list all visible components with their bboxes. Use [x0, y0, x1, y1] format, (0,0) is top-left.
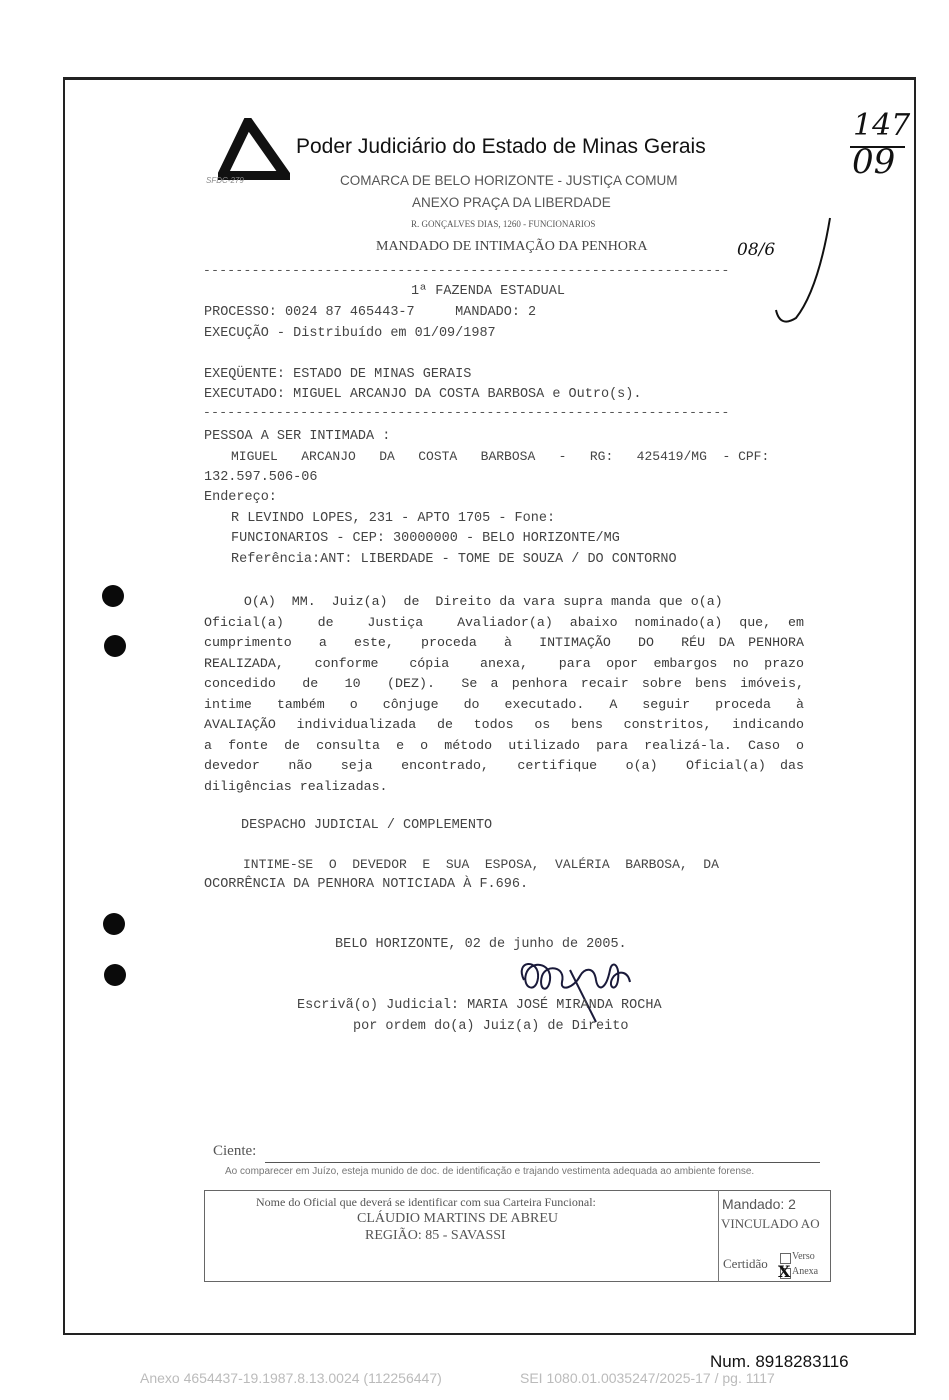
certidao-label: Certidão	[723, 1256, 768, 1271]
order-line: concedido de 10 (DEZ). Se a penhora recair sobre bens imóveis,	[204, 676, 804, 691]
verso-label: Verso	[792, 1251, 815, 1262]
person-cpf: 132.597.506-06	[204, 470, 318, 485]
order-line: intime também o cônjuge do executado. A seguir proceda à	[204, 696, 804, 712]
execution-line: EXECUÇÃO - Distribuído em 01/09/1987	[204, 326, 496, 341]
clerk-line: Escrivã(o) Judicial: MARIA JOSÉ MIRANDA ROCHA	[297, 998, 662, 1013]
address-street: R LEVINDO LOPES, 231 - APTO 1705 - Fone:	[231, 511, 556, 526]
dispatch-line: INTIME-SE O DEVEDOR E SUA ESPOSA, VALÉRIA BARBOSA, DA	[204, 857, 719, 872]
dispatch-label: DESPACHO JUDICIAL / COMPLEMENTO	[241, 818, 493, 833]
sei-reference: SEI 1080.01.0035247/2025-17 / pg. 1117	[520, 1370, 775, 1386]
handwritten-signature	[510, 950, 640, 1030]
order-text	[204, 592, 804, 797]
handwritten-page-number: 147	[853, 108, 911, 143]
comarca-line: COMARCA DE BELO HORIZONTE - JUSTIÇA COMUM	[340, 173, 678, 188]
court-name: Poder Judiciário do Estado de Minas Gerais	[296, 135, 706, 158]
separator-line: -----------------------------------------------------------------	[203, 263, 730, 278]
order-line: AVALIAÇÃO individualizada de todos os bens constritos, indicando	[204, 717, 804, 732]
court-division: 1ª FAZENDA ESTADUAL	[411, 284, 565, 299]
defendant-line: EXECUTADO: MIGUEL ARCANJO DA COSTA BARBOSA e Outro(s).	[204, 387, 642, 402]
punch-hole	[103, 913, 125, 935]
place-date: BELO HORIZONTE, 02 de junho de 2005.	[335, 937, 627, 952]
handwritten-code: 08/6	[737, 240, 776, 260]
address-line: R. GONÇALVES DIAS, 1260 - FUNCIONARIOS	[411, 219, 596, 229]
handwritten-page-number-bottom: 09	[852, 142, 896, 182]
officer-label: Nome do Oficial que deverá se identificar com sua Carteira Funcional:	[256, 1195, 596, 1209]
separator-line: -----------------------------------------------------------------	[203, 405, 730, 420]
form-code: SFDC-279	[206, 176, 244, 185]
order-line: cumprimento a este, proceda à INTIMAÇÃO DO RÉU DA PENHORA	[204, 635, 804, 650]
order-line: REALIZADA, conforme cópia anexa, para opor embargos no prazo	[204, 655, 804, 671]
officer-region: REGIÃO: 85 - SAVASSI	[365, 1228, 506, 1243]
ciente-label: Ciente:	[213, 1143, 257, 1159]
punch-hole	[102, 585, 124, 607]
order-by-line: por ordem do(a) Juiz(a) de Direito	[353, 1019, 629, 1034]
punch-hole	[104, 635, 126, 657]
vinculado-label: VINCULADO AO	[721, 1216, 820, 1231]
punch-hole	[104, 964, 126, 986]
handwritten-check-mark	[770, 210, 840, 330]
anexa-checkmark: X	[778, 1262, 791, 1281]
officer-box-divider	[718, 1190, 719, 1282]
order-line: a fonte de consulta e o método utilizado para realizá-la. Caso o	[204, 737, 804, 753]
address-city: FUNCIONARIOS - CEP: 30000000 - BELO HORIZONTE/MG	[231, 531, 620, 546]
court-triangle-logo	[218, 118, 290, 180]
court-notice: Ao comparecer em Juízo, esteja munido de doc. de identificação e trajando vestimenta adequada ao ambiente forense.	[225, 1166, 755, 1177]
annex-reference: Anexo 4654437-19.1987.8.13.0024 (112256447)	[140, 1370, 442, 1386]
dispatch-line: OCORRÊNCIA DA PENHORA NOTICIADA À F.696.	[204, 877, 529, 892]
annex-line: ANEXO PRAÇA DA LIBERDADE	[412, 195, 611, 210]
mandado-number: Mandado: 2	[722, 1196, 796, 1212]
address-reference: Referência:ANT: LIBERDADE - TOME DE SOUZA / DO CONTORNO	[231, 552, 677, 567]
officer-name: CLÁUDIO MARTINS DE ABREU	[357, 1211, 558, 1226]
order-line: O(A) MM. Juiz(a) de Direito da vara supra manda que o(a)	[204, 594, 723, 609]
person-name-line: MIGUEL ARCANJO DA COSTA BARBOSA - RG: 425419/MG - CPF:	[231, 449, 770, 464]
address-label: Endereço:	[204, 490, 277, 505]
process-line: PROCESSO: 0024 87 465443-7 MANDADO: 2	[204, 305, 537, 320]
order-line: diligências realizadas.	[204, 778, 388, 794]
ciente-signature-line	[265, 1162, 820, 1163]
order-line: devedor não seja encontrado, certifique o(a) Oficial(a) das	[204, 758, 804, 773]
order-line: Oficial(a) de Justiça Avaliador(a) abaixo nominado(a) que, em	[204, 614, 804, 630]
document-number: Num. 8918283116	[710, 1352, 849, 1371]
anexa-label: Anexa	[792, 1266, 819, 1277]
document-type: MANDADO DE INTIMAÇÃO DA PENHORA	[376, 239, 648, 254]
plaintiff-line: EXEQÜENTE: ESTADO DE MINAS GERAIS	[204, 367, 472, 382]
person-label: PESSOA A SER INTIMADA :	[204, 429, 391, 444]
